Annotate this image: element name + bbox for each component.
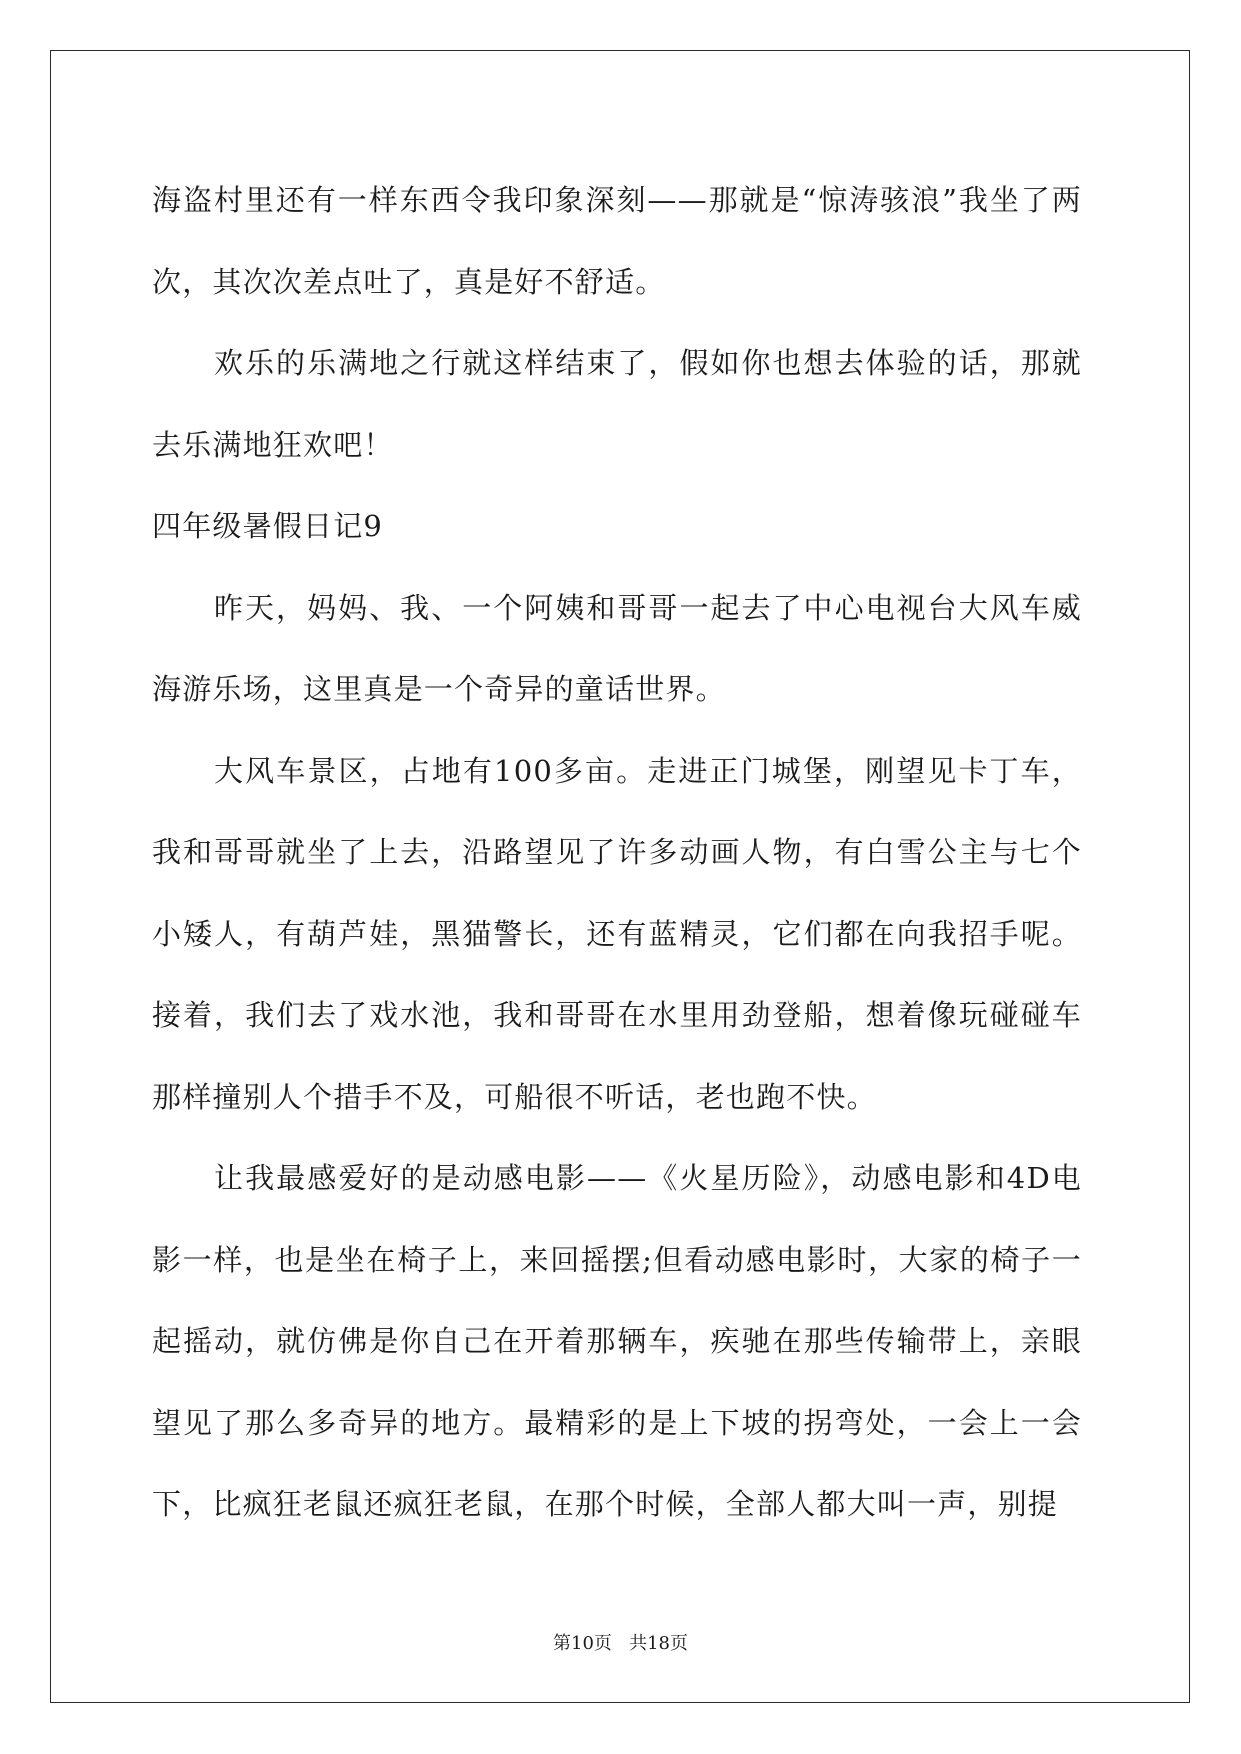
- page-number: 第10页: [553, 1633, 612, 1654]
- footer-separator: [612, 1633, 629, 1654]
- page-footer: [0, 1629, 1241, 1655]
- paragraph-2: 欢乐的乐满地之行就这样结束了，假如你也想去体验的话，那就去乐满地狂欢吧！: [152, 346, 1082, 462]
- section-heading: 四年级暑假日记9: [152, 509, 384, 543]
- document-body: [152, 160, 1082, 1546]
- paragraph-3: 昨天，妈妈、我、一个阿姨和哥哥一起去了中心电视台大风车威海游乐场，这里真是一个奇异的童话世界。: [152, 590, 1082, 706]
- paragraph-4: 大风车景区，占地有100多亩。走进正门城堡，刚望见卡丁车，我和哥哥就坐了上去，沿路望见了许多动画人物，有白雪公主与七个小矮人，有葫芦娃，黑猫警长，还有蓝精灵，它们都在向我招手呢。接着，我们去了戏水池，我和哥哥在水里用劲登船，想着像玩碰碰车那样撞别人个措手不及，可船很不听话，老也跑不快。: [152, 753, 1082, 1114]
- paragraph-1: 海盗村里还有一样东西令我印象深刻——那就是“惊涛骇浪”我坐了两次，其次次差点吐了，真是好不舒适。: [152, 183, 1082, 299]
- page-total: 共18页: [629, 1633, 688, 1654]
- paragraph-5: 让我最感爱好的是动感电影——《火星历险》，动感电影和4D电影一样，也是坐在椅子上，来回摇摆;但看动感电影时，大家的椅子一起摇动，就仿佛是你自己在开着那辆车，疾驰在那些传输带上，亲眼望见了那么多奇异的地方。最精彩的是上下坡的拐弯处，一会上一会下，比疯狂老鼠还疯狂老鼠，在那个时候，全部人都大叫一声，别提: [152, 1161, 1082, 1521]
